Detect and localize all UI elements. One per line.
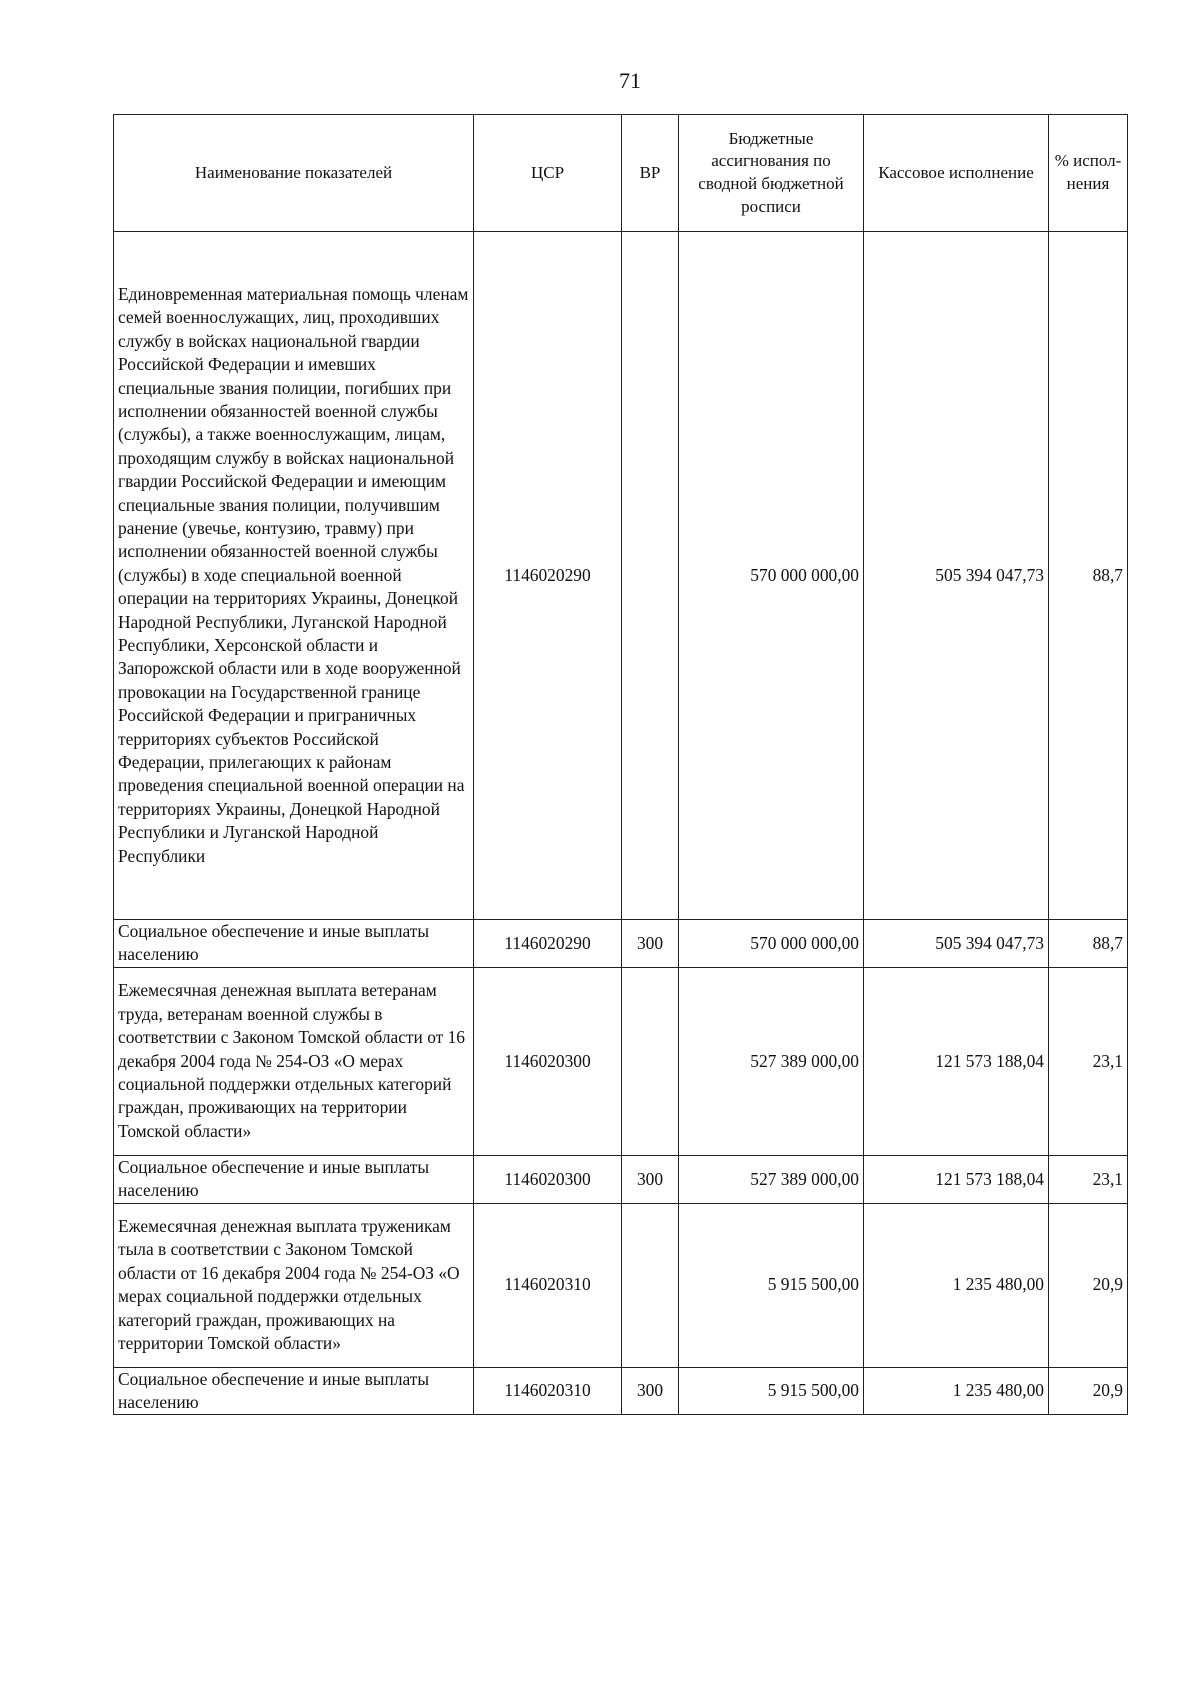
row-allocations: 5 915 500,00 bbox=[679, 1203, 864, 1367]
row-name: Социальное обеспечение и иные выплаты населению bbox=[114, 920, 474, 968]
row-vr: 300 bbox=[622, 1155, 679, 1203]
row-execution: 1 235 480,00 bbox=[864, 1367, 1049, 1415]
row-percent: 20,9 bbox=[1049, 1367, 1128, 1415]
row-name: Социальное обеспечение и иные выплаты населению bbox=[114, 1155, 474, 1203]
header-percent: % испол-нения bbox=[1049, 115, 1128, 232]
row-allocations: 5 915 500,00 bbox=[679, 1367, 864, 1415]
row-csr: 1146020300 bbox=[474, 1155, 622, 1203]
row-name: Социальное обеспечение и иные выплаты населению bbox=[114, 1367, 474, 1415]
table-row bbox=[114, 1155, 1128, 1203]
table-row bbox=[114, 232, 1128, 920]
table-header-row bbox=[114, 115, 1128, 232]
row-allocations: 527 389 000,00 bbox=[679, 1155, 864, 1203]
row-execution: 1 235 480,00 bbox=[864, 1203, 1049, 1367]
row-percent: 23,1 bbox=[1049, 967, 1128, 1155]
header-vr: ВР bbox=[622, 115, 679, 232]
table-row bbox=[114, 920, 1128, 968]
row-csr: 1146020300 bbox=[474, 967, 622, 1155]
page-number: 71 bbox=[619, 68, 641, 93]
row-vr bbox=[622, 967, 679, 1155]
header-csr: ЦСР bbox=[474, 115, 622, 232]
budget-table bbox=[113, 114, 1128, 1415]
row-name: Ежемесячная денежная выплата ветеранам труда, ветеранам военной службы в соответствии с Законом Томской области от 16 декабря 2004 года № 254-ОЗ «О мерах социальной поддержки отдельных категорий граждан, проживающих на территории Томской области» bbox=[114, 967, 474, 1155]
row-allocations: 570 000 000,00 bbox=[679, 920, 864, 968]
header-allocations: Бюджетные ассигнования по сводной бюджетной росписи bbox=[679, 115, 864, 232]
row-csr: 1146020310 bbox=[474, 1367, 622, 1415]
row-percent: 20,9 bbox=[1049, 1203, 1128, 1367]
row-vr: 300 bbox=[622, 1367, 679, 1415]
header-execution: Кассовое исполнение bbox=[864, 115, 1049, 232]
header-name: Наименование показателей bbox=[114, 115, 474, 232]
row-name: Ежемесячная денежная выплата труженикам тыла в соответствии с Законом Томской области от 16 декабря 2004 года № 254-ОЗ «О мерах социальной поддержки отдельных категорий граждан, проживающих на территории Томской области» bbox=[114, 1203, 474, 1367]
table-row bbox=[114, 1367, 1128, 1415]
row-execution: 505 394 047,73 bbox=[864, 920, 1049, 968]
row-execution: 121 573 188,04 bbox=[864, 1155, 1049, 1203]
row-csr: 1146020290 bbox=[474, 232, 622, 920]
table-row bbox=[114, 1203, 1128, 1367]
row-vr: 300 bbox=[622, 920, 679, 968]
row-percent: 88,7 bbox=[1049, 920, 1128, 968]
row-vr bbox=[622, 1203, 679, 1367]
row-allocations: 527 389 000,00 bbox=[679, 967, 864, 1155]
row-csr: 1146020310 bbox=[474, 1203, 622, 1367]
table-row bbox=[114, 967, 1128, 1155]
row-execution: 505 394 047,73 bbox=[864, 232, 1049, 920]
row-execution: 121 573 188,04 bbox=[864, 967, 1049, 1155]
row-allocations: 570 000 000,00 bbox=[679, 232, 864, 920]
row-vr bbox=[622, 232, 679, 920]
row-name: Единовременная материальная помощь членам семей военнослужащих, лиц, проходивших службу в войсках национальной гвардии Российской Федерации и имевших специальные звания полиции, погибших при исполнении обязанностей военной службы (службы), а также военнослужащим, лицам, проходящим службу в войсках национальной гвардии Российской Федерации и имеющим специальные звания полиции, получившим ранение (увечье, контузию, травму) при исполнении обязанностей военной службы (службы) в ходе специальной военной операции на территориях Украины, Донецкой Народной Республики, Луганской Народной Республики, Херсонской области и Запорожской области или в ходе вооруженной провокации на Государственной границе Российской Федерации и приграничных территориях субъектов Российской Федерации, прилегающих к районам проведения специальной военной операции на территориях Украины, Донецкой Народной Республики и Луганской Народной Республики bbox=[114, 232, 474, 920]
row-percent: 88,7 bbox=[1049, 232, 1128, 920]
row-percent: 23,1 bbox=[1049, 1155, 1128, 1203]
row-csr: 1146020290 bbox=[474, 920, 622, 968]
